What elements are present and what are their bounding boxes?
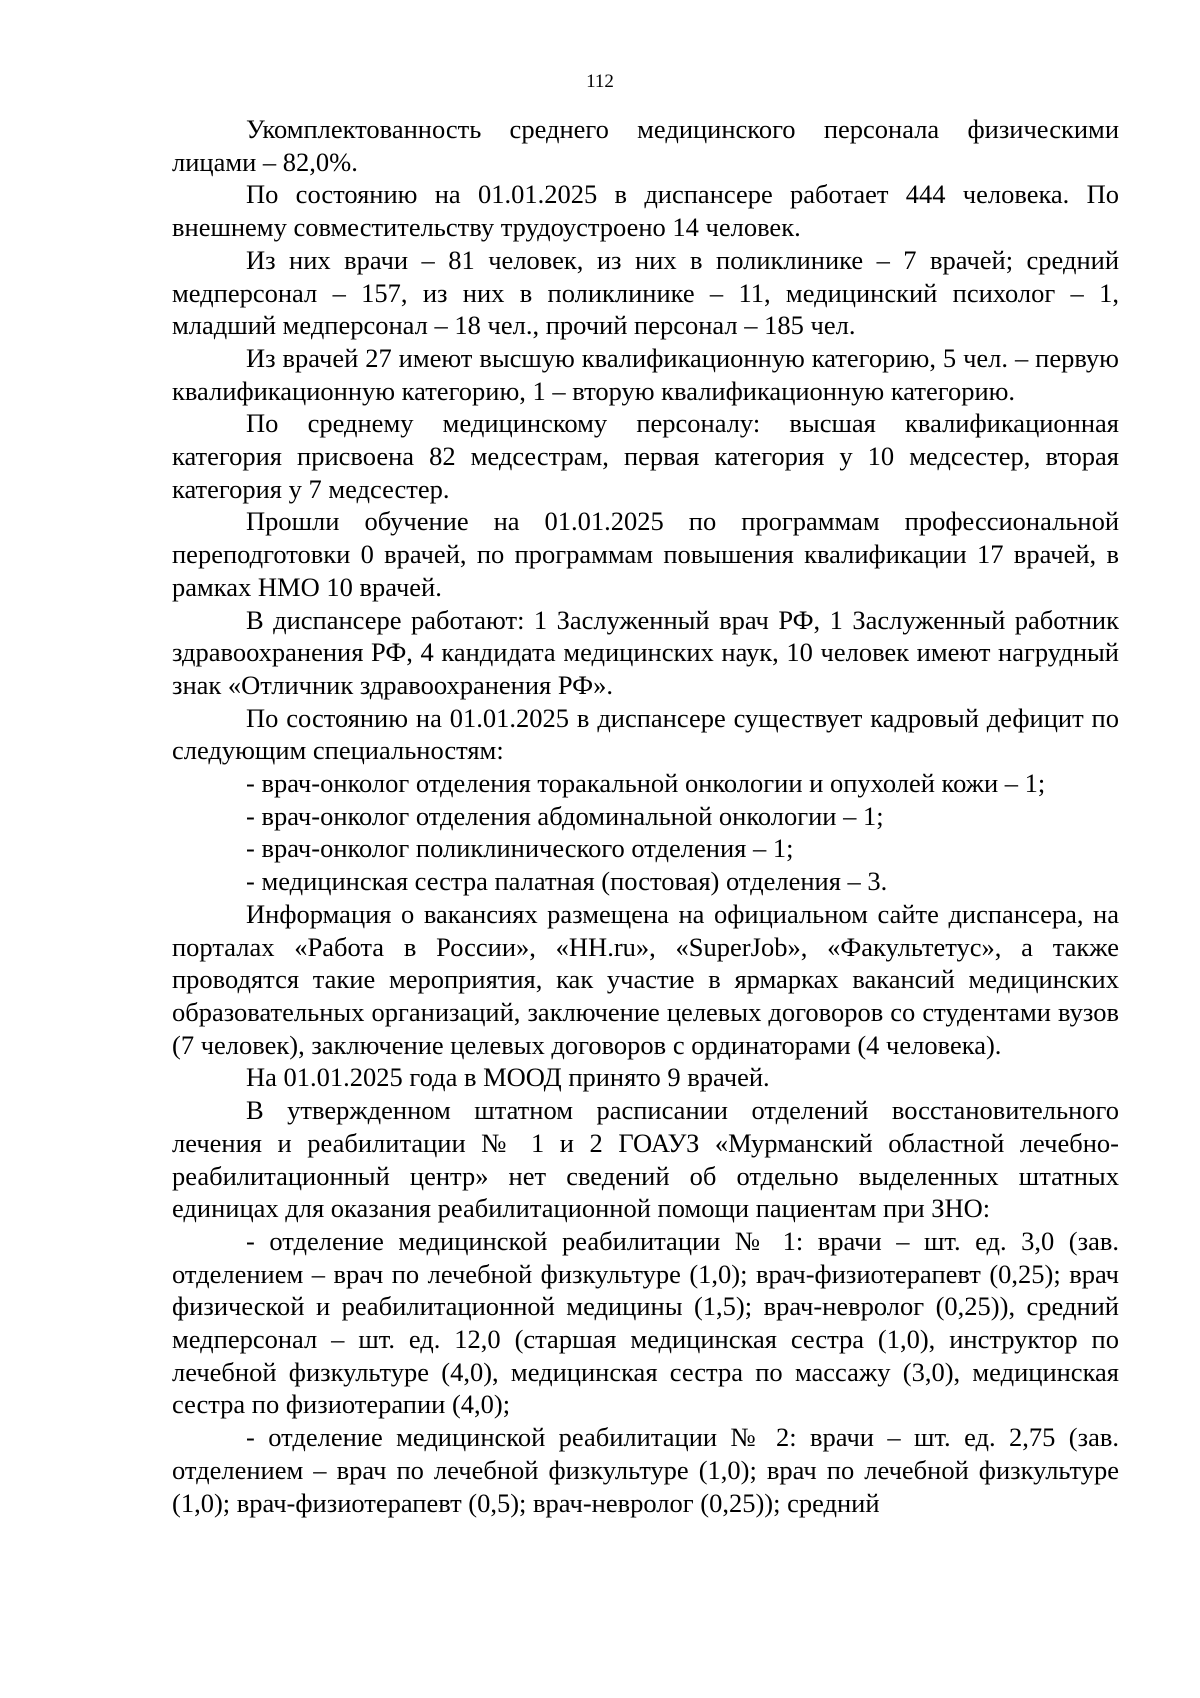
paragraph-doctor-categories: Из врачей 27 имеют высшую квалификационную категорию, 5 чел. – первую квалификационную категорию, 1 – вторую квалификационную категорию.	[172, 342, 1119, 406]
paragraph-nurse-categories: По среднему медицинскому персоналу: высшая квалификационная категория присвоена 82 медсестрам, первая категория у 10 медсестер, вторая категория у 7 медсестер.	[172, 408, 1119, 504]
paragraph-deficit-intro: По состоянию на 01.01.2025 в диспансере существует кадровый дефицит по следующим специальностям:	[172, 702, 1119, 766]
list-item: - врач-онколог поликлинического отделения – 1;	[246, 833, 794, 864]
paragraph-staff-breakdown: Из них врачи – 81 человек, из них в поликлинике – 7 врачей; средний медперсонал – 157, из них в поликлинике – 11, медицинский психолог – 1, младший медперсонал – 18 чел., прочий персонал – 185 чел.	[172, 244, 1119, 341]
page-number: 112	[586, 71, 614, 92]
document-body	[172, 113, 1119, 1519]
list-item: - отделение медицинской реабилитации № 1: врачи – шт. ед. 3,0 (зав. отделением – врач по лечебной физкультуре (1,0); врач-физиотерапевт (0,25); врач физической и реабилитационной медицины (1,5); врач-невролог (0,25)), средний медперсонал – шт. ед. 12,0 (старшая медицинская сестра (1,0), инструктор по лечебной физкультуре (4,0), медицинская сестра по массажу (3,0), медицинская сестра по физиотерапии (4,0);	[172, 1225, 1119, 1420]
paragraph-training: Прошли обучение на 01.01.2025 по программам профессиональной переподготовки 0 врачей, по программам повышения квалификации 17 врачей, в рамках НМО 10 врачей.	[172, 506, 1119, 602]
paragraph-staffing-nurses: Укомплектованность среднего медицинского персонала физическими лицами – 82,0%.	[172, 114, 1119, 177]
list-item: - врач-онколог отделения абдоминальной онкологии – 1;	[246, 800, 884, 831]
list-item: - медицинская сестра палатная (постовая) отделения – 3.	[246, 866, 888, 897]
list-item: - врач-онколог отделения торакальной онкологии и опухолей кожи – 1;	[246, 768, 1046, 799]
list-item: - отделение медицинской реабилитации № 2: врачи – шт. ед. 2,75 (зав. отделением – врач по лечебной физкультуре (1,0); врач по лечебной физкультуре (1,0); врач-физиотерапевт (0,5); врач-невролог (0,25)); средний	[172, 1422, 1119, 1518]
paragraph-rehab-intro: В утвержденном штатном расписании отделений восстановительного лечения и реабилитации № 1 и 2 ГОАУЗ «Мурманский областной лечебно-реабилитационный центр» нет сведений об отдельно выделенных штатных единицах для оказания реабилитационной помощи пациентам при ЗНО:	[172, 1095, 1119, 1224]
paragraph-awards: В диспансере работают: 1 Заслуженный врач РФ, 1 Заслуженный работник здравоохранения РФ, 4 кандидата медицинских наук, 10 человек имеют нагрудный знак «Отличник здравоохранения РФ».	[172, 604, 1119, 700]
paragraph-total-staff: По состоянию на 01.01.2025 в диспансере работает 444 человека. По внешнему совместительству трудоустроено 14 человек.	[172, 179, 1119, 243]
paragraph-hired: На 01.01.2025 года в МООД принято 9 врачей.	[246, 1062, 770, 1093]
paragraph-vacancies: Информация о вакансиях размещена на официальном сайте диспансера, на порталах «Работа в России», «HH.ru», «SuperJob», «Факультетус», а также проводятся такие мероприятия, как участие в ярмарках вакансий медицинских образовательных организаций, заключение целевых договоров со студентами вузов (7 человек), заключение целевых договоров с ординаторами (4 человека).	[172, 898, 1119, 1060]
